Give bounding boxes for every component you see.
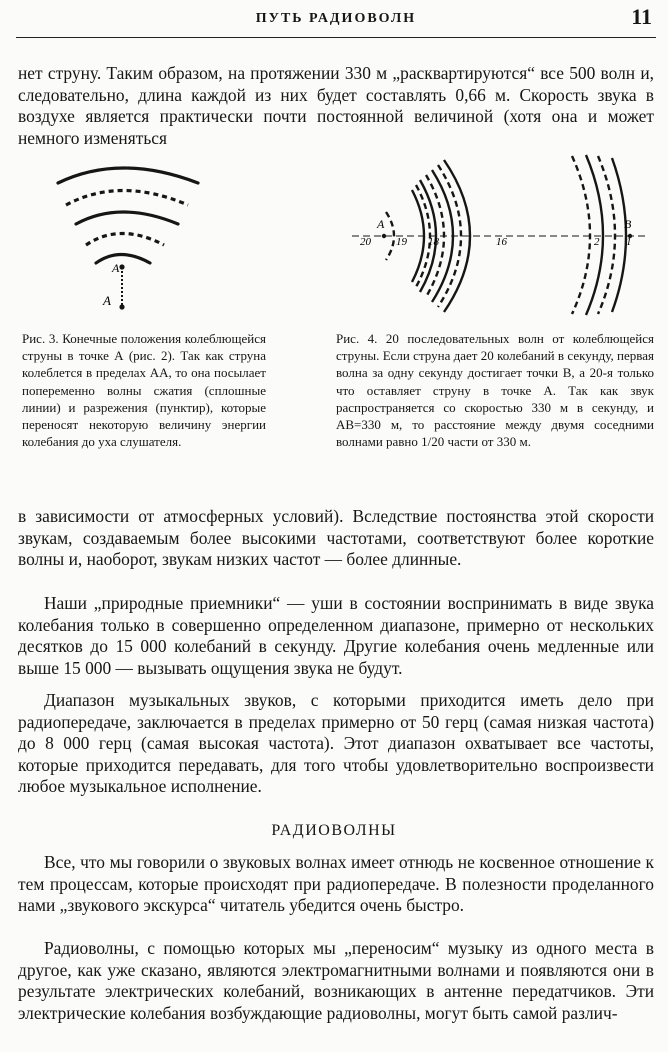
paragraph-3: Наши „природные приемники“ — уши в состоянии воспринимать в виде звука колебания только в совершенно определенном диапазоне, примерно от нескольких десятков до 15 000 колебаний в секунду. Другие колебания очень медленные или выше 15 000 — вызывать ощущения звука не будут. <box>18 593 654 678</box>
figure-3-illustration <box>40 150 220 320</box>
fig3-label-a-bottom: A <box>103 293 111 308</box>
running-title: ПУТЬ РАДИОВОЛН <box>255 11 417 26</box>
header-rule <box>16 37 656 38</box>
fig4-tick-label-16: 16 <box>496 236 507 248</box>
page-header <box>16 4 656 38</box>
fig3-label-a-top: A <box>112 261 120 275</box>
paragraph-6: Радиоволны, с помощью которых мы „переносим“ музыку из одного места в другое, как уже сказано, являются электромагнитными волнами и появляются они в результате электрических колебаний, возникающих в антенне передатчиков. Эти электрические колебания возбуждающие радиоволны, могут быть самой различ- <box>18 938 654 1023</box>
fig4-tick-label-20: 20 <box>360 236 371 248</box>
figure-4-illustration <box>350 150 650 320</box>
fig4-label-a: A <box>377 217 385 231</box>
paragraph-1: нет струну. Таким образом, на протяжении 330 м „расквартируются“ все 500 волн и, следовательно, длина каждой из них будет составлять 0,66 м. Скорость звука в воздухе является практически почти постоянной величиной (хотя она и может немного изменяться <box>18 63 654 148</box>
figure-3-caption: Рис. 3. Конечные положения колеблющейся струны в точке А (рис. 2). Так как струна колеблется в пределах АА, то она посылает попеременно волны сжатия (сплошные линии) и разрежения (пунктир), которые переносят некоторую величину энергии колебания до уха слушателя. <box>22 331 266 450</box>
fig4-label-b: B <box>624 217 632 231</box>
paragraph-5: Все, что мы говорили о звуковых волнах имеет отнюдь не косвенное отношение к тем процессам, которые происходят при радиопередаче. В полезности проделанного нами „звукового экскурса“ читатель убедится очень быстро. <box>18 852 654 916</box>
page-number: 11 <box>631 4 652 29</box>
paragraph-4: Диапазон музыкальных звуков, с которыми приходится иметь дело при радиопередаче, заключается в пределах примерно от 50 герц (самая низкая частота) до 8 000 герц (самая высокая частота). Этот диапазон охватывает все частоты, которые приходится передавать, для того чтобы удовлетворительно воспроизвести любое музыкальное исполнение. <box>18 690 654 797</box>
fig4-tick-label-19: 19 <box>396 236 407 248</box>
fig4-tick-label-18: 18 <box>428 236 439 248</box>
figure-4-caption: Рис. 4. 20 последовательных волн от колеблющейся струны. Если струна дает 20 колебаний в секунду, первая волна за одну секунду достигает точки В, а 20-я только что оставляет струну в точке А. Так как звук распространяется со скоростью 330 м в секунду, и АВ=330 м, то расстояние между двумя соседними волнами равно 1/20 части от 330 м. <box>336 331 654 450</box>
section-heading: РАДИОВОЛНЫ <box>271 822 397 839</box>
fig4-tick-label-1: 1 <box>626 236 632 248</box>
paragraph-2: в зависимости от атмосферных условий). Вследствие постоянства этой скорости звукам, создаваемым более высокими частотами, соответствуют более короткие волны и, наоборот, звукам низких частот — более длинные. <box>18 506 654 570</box>
fig4-tick-label-2: 2 <box>594 236 600 248</box>
